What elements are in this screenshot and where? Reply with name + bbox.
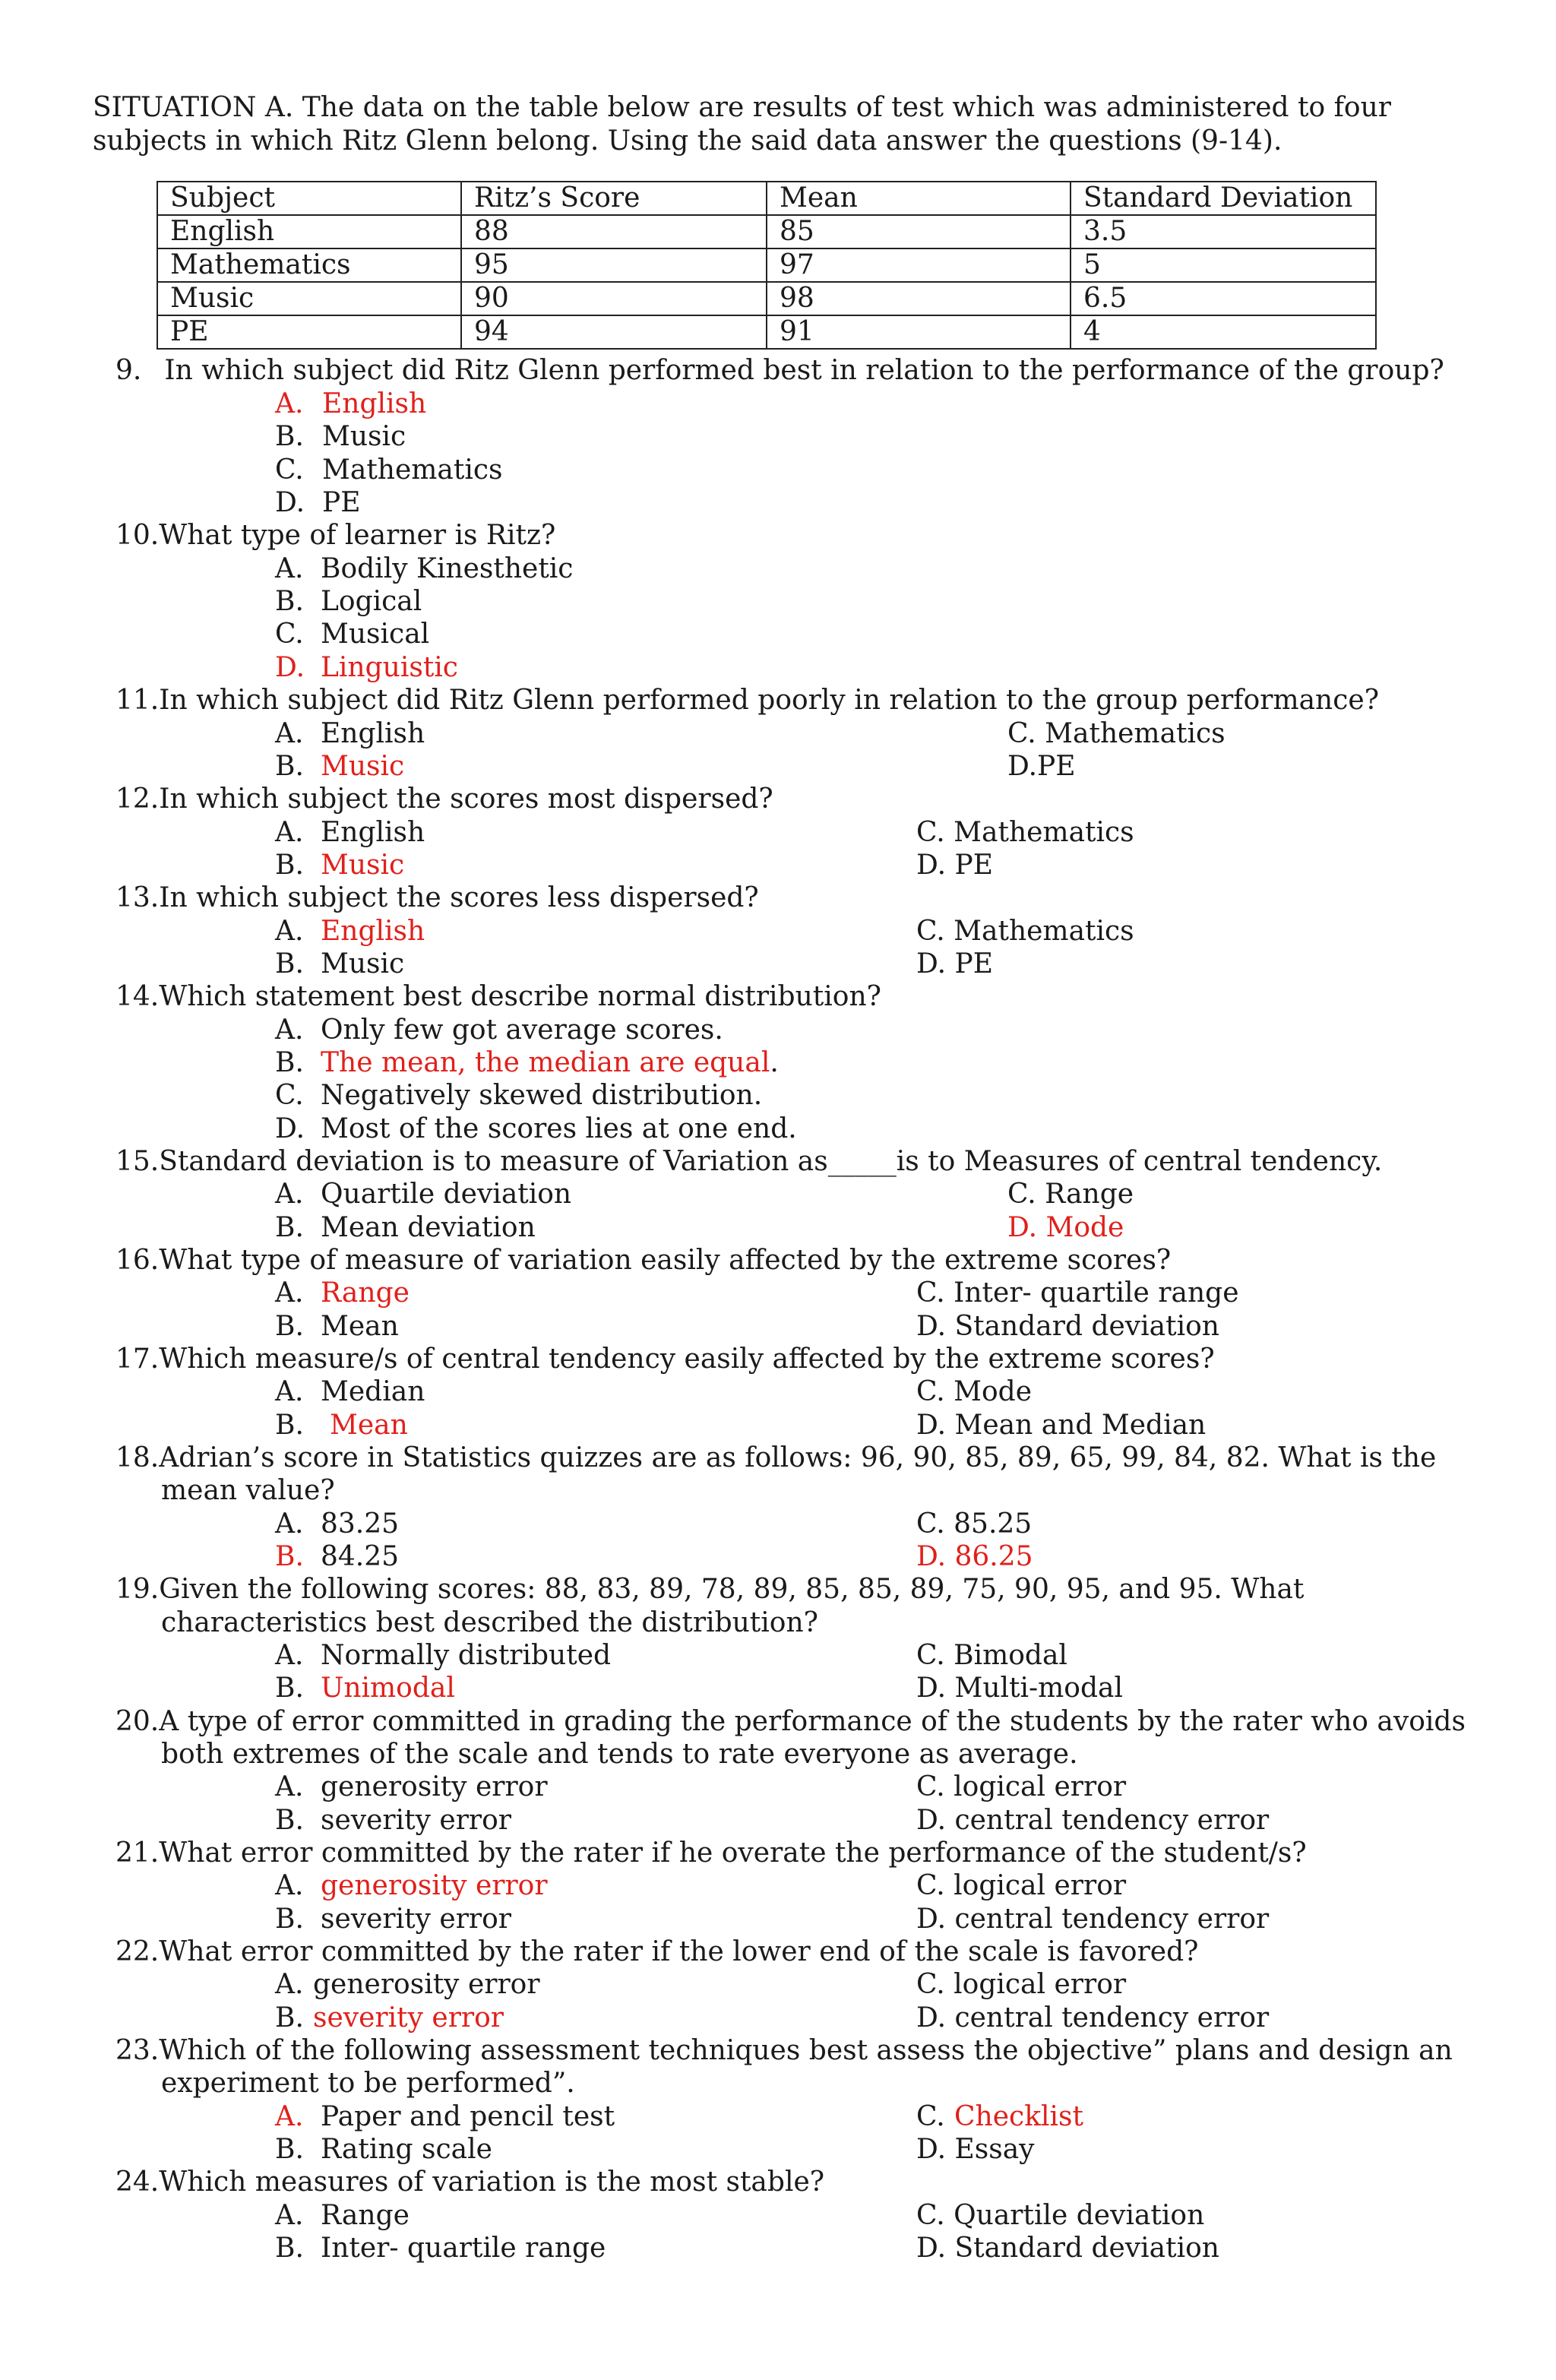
question-number: 15. (115, 1146, 160, 1177)
option-a: A. English (275, 718, 425, 749)
option-d: D. Standard deviation (916, 2233, 1219, 2264)
table-cell: 91 (767, 315, 1071, 349)
option-d: D. Multi-modal (916, 1673, 1124, 1704)
option-a: A. Bodily Kinesthetic (275, 553, 574, 584)
option-a: A. Only few got average scores. (275, 1014, 723, 1046)
option-b: B. Mean (275, 1410, 408, 1441)
option-b: B. Music (275, 751, 405, 782)
option-b: B. Music (275, 850, 405, 881)
question-19 (115, 1573, 1304, 1606)
option-b: B. Logical (275, 586, 422, 617)
question-text-cont: both extremes of the scale and tends to rate everyone as average. (161, 1739, 1078, 1770)
table-header-cell: Subject (157, 182, 461, 215)
option-b: B. Inter- quartile range (275, 2233, 606, 2264)
option-a: A. 83.25 (275, 1508, 400, 1540)
option-a: A. English (275, 817, 425, 848)
option-b: B. Music (275, 948, 405, 980)
option-a: A. English (275, 916, 425, 947)
question-number: 10. (115, 520, 160, 551)
question-number: 14. (115, 981, 160, 1012)
option-c: C. Mathematics (275, 454, 503, 486)
question-number: 17. (115, 1343, 160, 1375)
question-24 (115, 2166, 824, 2199)
table-cell: 88 (461, 215, 767, 248)
question-number: 18. (115, 1442, 160, 1473)
question-number: 24. (115, 2166, 160, 2198)
option-d: D. PE (916, 948, 993, 980)
option-b: B. 84.25 (275, 1541, 400, 1572)
table-row (157, 282, 1376, 315)
question-number: 11. (115, 685, 160, 716)
option-c: C. 85.25 (916, 1508, 1033, 1540)
option-c: C. Checklist (916, 2101, 1083, 2132)
table-row (157, 248, 1376, 282)
table-header-cell: Mean (767, 182, 1071, 215)
question-text: In which subject did Ritz Glenn performed poorly in relation to the group performance? (159, 685, 1380, 716)
question-13 (115, 881, 759, 915)
option-c: C. Quartile deviation (916, 2200, 1205, 2231)
option-d: D. Essay (916, 2134, 1035, 2165)
option-b: B. Mean (275, 1311, 399, 1342)
question-text: In which subject did Ritz Glenn performed best in relation to the performance of the group? (164, 355, 1444, 386)
table-cell: Music (157, 282, 461, 315)
question-number: 19. (115, 1574, 160, 1605)
option-d: D. Linguistic (275, 652, 458, 683)
question-15 (115, 1145, 1382, 1179)
option-b: B. severity error (275, 1904, 511, 1935)
question-9 (115, 354, 1444, 388)
question-number: 20. (115, 1706, 160, 1737)
option-d: D. PE (916, 850, 993, 881)
option-b: B. severity error (275, 2002, 504, 2033)
question-text: Adrian’s score in Statistics quizzes are as follows: 96, 90, 85, 89, 65, 99, 84, 82. What is the (159, 1442, 1437, 1473)
option-d: D. Mean and Median (916, 1410, 1207, 1441)
option-d: D.PE (1007, 751, 1076, 782)
option-d: D. Mode (1007, 1212, 1124, 1243)
question-number: 12. (115, 783, 160, 815)
table-cell: 98 (767, 282, 1071, 315)
question-text-cont: characteristics best described the distribution? (161, 1607, 818, 1638)
option-d: D. PE (275, 487, 361, 518)
question-text: Which statement best describe normal distribution? (159, 981, 881, 1012)
option-c: C. Mode (916, 1376, 1033, 1407)
table-cell: 85 (767, 215, 1071, 248)
question-text: Given the following scores: 88, 83, 89, 78, 89, 85, 85, 89, 75, 90, 95, and 95. What (159, 1574, 1305, 1605)
table-cell: 97 (767, 248, 1071, 282)
question-number: 23. (115, 2035, 160, 2066)
question-number: 21. (115, 1837, 160, 1869)
question-14 (115, 980, 881, 1014)
table-cell: 3.5 (1071, 215, 1376, 248)
question-number: 9. (115, 355, 142, 386)
option-d: D. central tendency error (916, 1805, 1270, 1836)
question-10 (115, 519, 555, 552)
question-text-cont: experiment to be performed”. (161, 2068, 575, 2099)
question-20 (115, 1705, 1466, 1739)
option-b: B. Unimodal (275, 1673, 455, 1704)
table-row (157, 215, 1376, 248)
table-cell: PE (157, 315, 461, 349)
question-16 (115, 1244, 1171, 1277)
option-a: A. Range (275, 2200, 410, 2231)
question-18 (115, 1442, 1436, 1475)
table-cell: English (157, 215, 461, 248)
question-text: What type of measure of variation easily affected by the extreme scores? (159, 1245, 1172, 1276)
question-text: In which subject the scores most dispersed? (159, 783, 773, 815)
table-cell: 5 (1071, 248, 1376, 282)
option-b: B. Mean deviation (275, 1212, 536, 1243)
question-text: Standard deviation is to measure of Variation as_____is to Measures of central tendency. (159, 1146, 1383, 1177)
option-d: D. central tendency error (916, 2002, 1270, 2033)
question-11 (115, 684, 1379, 717)
option-a: A. generosity error (275, 1771, 548, 1802)
question-22 (115, 1935, 1198, 1969)
question-text: In which subject the scores less dispersed? (159, 882, 759, 913)
table-header-row (157, 182, 1376, 215)
option-c: C. Inter- quartile range (916, 1277, 1239, 1309)
table-header-cell: Standard Deviation (1071, 182, 1376, 215)
option-c: C. Range (1007, 1179, 1134, 1210)
table-cell: 90 (461, 282, 767, 315)
option-a: A. Range (275, 1277, 410, 1309)
question-number: 22. (115, 1936, 160, 1967)
question-number: 16. (115, 1245, 160, 1276)
option-c: C. Musical (275, 619, 430, 650)
option-c: C. Mathematics (1007, 718, 1226, 749)
question-17 (115, 1343, 1215, 1376)
question-text: Which of the following assessment techniques best assess the objective” plans and design an (159, 2035, 1453, 2066)
option-c: C. Mathematics (916, 916, 1134, 947)
table-cell: 6.5 (1071, 282, 1376, 315)
question-text: A type of error committed in grading the performance of the students by the rater who avoids (159, 1706, 1466, 1737)
option-a: A. generosity error (275, 1870, 548, 1901)
question-number: 13. (115, 882, 160, 913)
option-a: A. Normally distributed (275, 1640, 612, 1671)
question-text: What error committed by the rater if the lower end of the scale is favored? (159, 1936, 1199, 1967)
option-b: B. severity error (275, 1805, 511, 1836)
question-23 (115, 2034, 1453, 2068)
question-text: What error committed by the rater if he overate the performance of the student/s? (159, 1837, 1307, 1869)
option-a: A. Median (275, 1376, 425, 1407)
option-a: A. Quartile deviation (275, 1179, 572, 1210)
option-b: B. The mean, the median are equal. (275, 1047, 779, 1078)
option-c: C. Mathematics (916, 817, 1134, 848)
table-header-cell: Ritz’s Score (461, 182, 767, 215)
option-d: D. Most of the scores lies at one end. (275, 1113, 797, 1144)
intro-line-2: subjects in which Ritz Glenn belong. Using the said data answer the questions (9-14). (93, 125, 1282, 157)
option-c: C. Negatively skewed distribution. (275, 1080, 763, 1111)
table-row (157, 315, 1376, 349)
table-cell: Mathematics (157, 248, 461, 282)
option-a: A. generosity error (275, 1969, 540, 2000)
question-text: Which measures of variation is the most stable? (159, 2166, 825, 2198)
option-d: D. 86.25 (916, 1541, 1033, 1572)
scores-table (157, 181, 1377, 350)
intro-line-1: SITUATION A. The data on the table below are results of test which was administered to four (93, 92, 1391, 123)
option-c: C. logical error (916, 1771, 1127, 1802)
question-text: Which measure/s of central tendency easily affected by the extreme scores? (159, 1343, 1215, 1375)
option-a: A. Paper and pencil test (275, 2101, 615, 2132)
question-12 (115, 783, 773, 816)
question-21 (115, 1837, 1307, 1870)
question-text-cont: mean value? (161, 1475, 335, 1506)
option-b: B. Music (275, 421, 406, 452)
option-d: D. central tendency error (916, 1904, 1270, 1935)
table-cell: 4 (1071, 315, 1376, 349)
table-cell: 95 (461, 248, 767, 282)
option-d: D. Standard deviation (916, 1311, 1219, 1342)
option-b: B. Rating scale (275, 2134, 492, 2165)
question-text: What type of learner is Ritz? (159, 520, 556, 551)
option-c: C. logical error (916, 1870, 1127, 1901)
table-cell: 94 (461, 315, 767, 349)
option-a: A. English (275, 388, 427, 419)
option-c: C. Bimodal (916, 1640, 1067, 1671)
option-c: C. logical error (916, 1969, 1127, 2000)
